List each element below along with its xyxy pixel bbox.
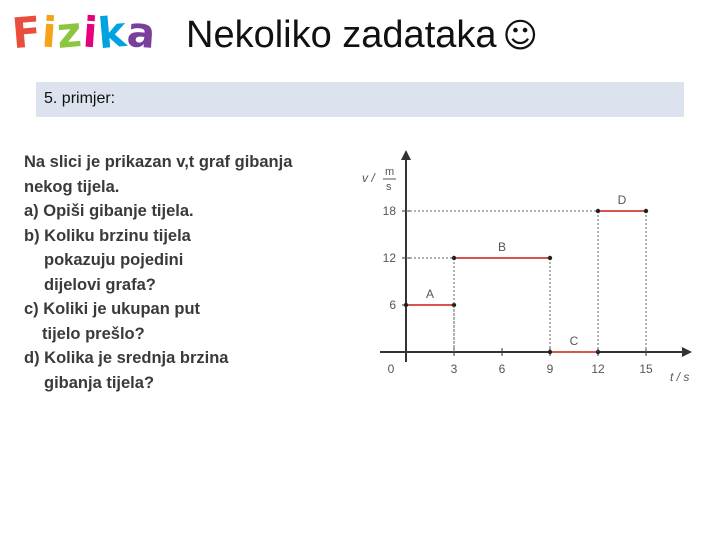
y-tick-label: 6 [389, 298, 396, 312]
y-tick-label: 18 [382, 204, 396, 218]
logo-letter: k [95, 6, 129, 59]
y-axis-arrow-icon [401, 150, 411, 160]
task-c-line-1: c) Koliki je ukupan put [24, 300, 201, 318]
segment-label-A: A [425, 287, 435, 301]
x-label: t / s [670, 370, 690, 384]
segment-point [404, 303, 408, 307]
segment-point [548, 350, 552, 354]
task-d-line-1: d) Kolika je srednja brzina [24, 349, 229, 367]
task-b-line-2: pokazuju pojedini [44, 251, 184, 269]
intro-line-1: Na slici je prikazan v,t graf gibanja [24, 153, 293, 171]
intro-line-2: nekog tijela. [24, 177, 120, 196]
y-label-symbol: v / [362, 171, 375, 185]
task-b-line-1: b) Koliku brzinu tijela [24, 226, 191, 245]
x-axis-arrow-icon [682, 347, 692, 357]
y-tick-label: 12 [382, 251, 396, 265]
segment-point [596, 209, 600, 213]
x-tick-label: 12 [591, 362, 605, 376]
segment-label-B: B [497, 240, 507, 254]
page-title-text: Nekoliko zadataka [186, 14, 497, 56]
task-c-line-2: tijelo prešlo? [42, 324, 145, 343]
logo-letter: a [125, 7, 158, 58]
x-tick-label: 0 [387, 362, 395, 376]
logo-letter: i [80, 7, 100, 58]
x-tick-label: 15 [639, 362, 653, 376]
segment-label-D: D [617, 193, 627, 207]
logo-letter: i [40, 7, 59, 58]
x-tick-label: 9 [546, 362, 554, 376]
x-tick-label: 3 [450, 362, 458, 376]
logo-letter: z [55, 6, 85, 59]
segment-point [644, 209, 648, 213]
task-b-line-3: dijelovi grafa? [44, 275, 156, 294]
example-label: 5. primjer: [44, 90, 116, 107]
segment-point [452, 256, 456, 260]
y-label-unit-den: s [386, 181, 392, 193]
smiley-icon: ☺ [502, 16, 538, 56]
task-a: a) Opiši gibanje tijela. [24, 202, 194, 220]
task-d-line-2: gibanja tijela? [44, 373, 155, 392]
y-label-unit-num: m [385, 166, 395, 178]
segment-point [548, 256, 552, 260]
logo-letter: F [9, 6, 44, 59]
segment-label-C: C [569, 334, 579, 348]
x-tick-label: 6 [498, 362, 506, 376]
